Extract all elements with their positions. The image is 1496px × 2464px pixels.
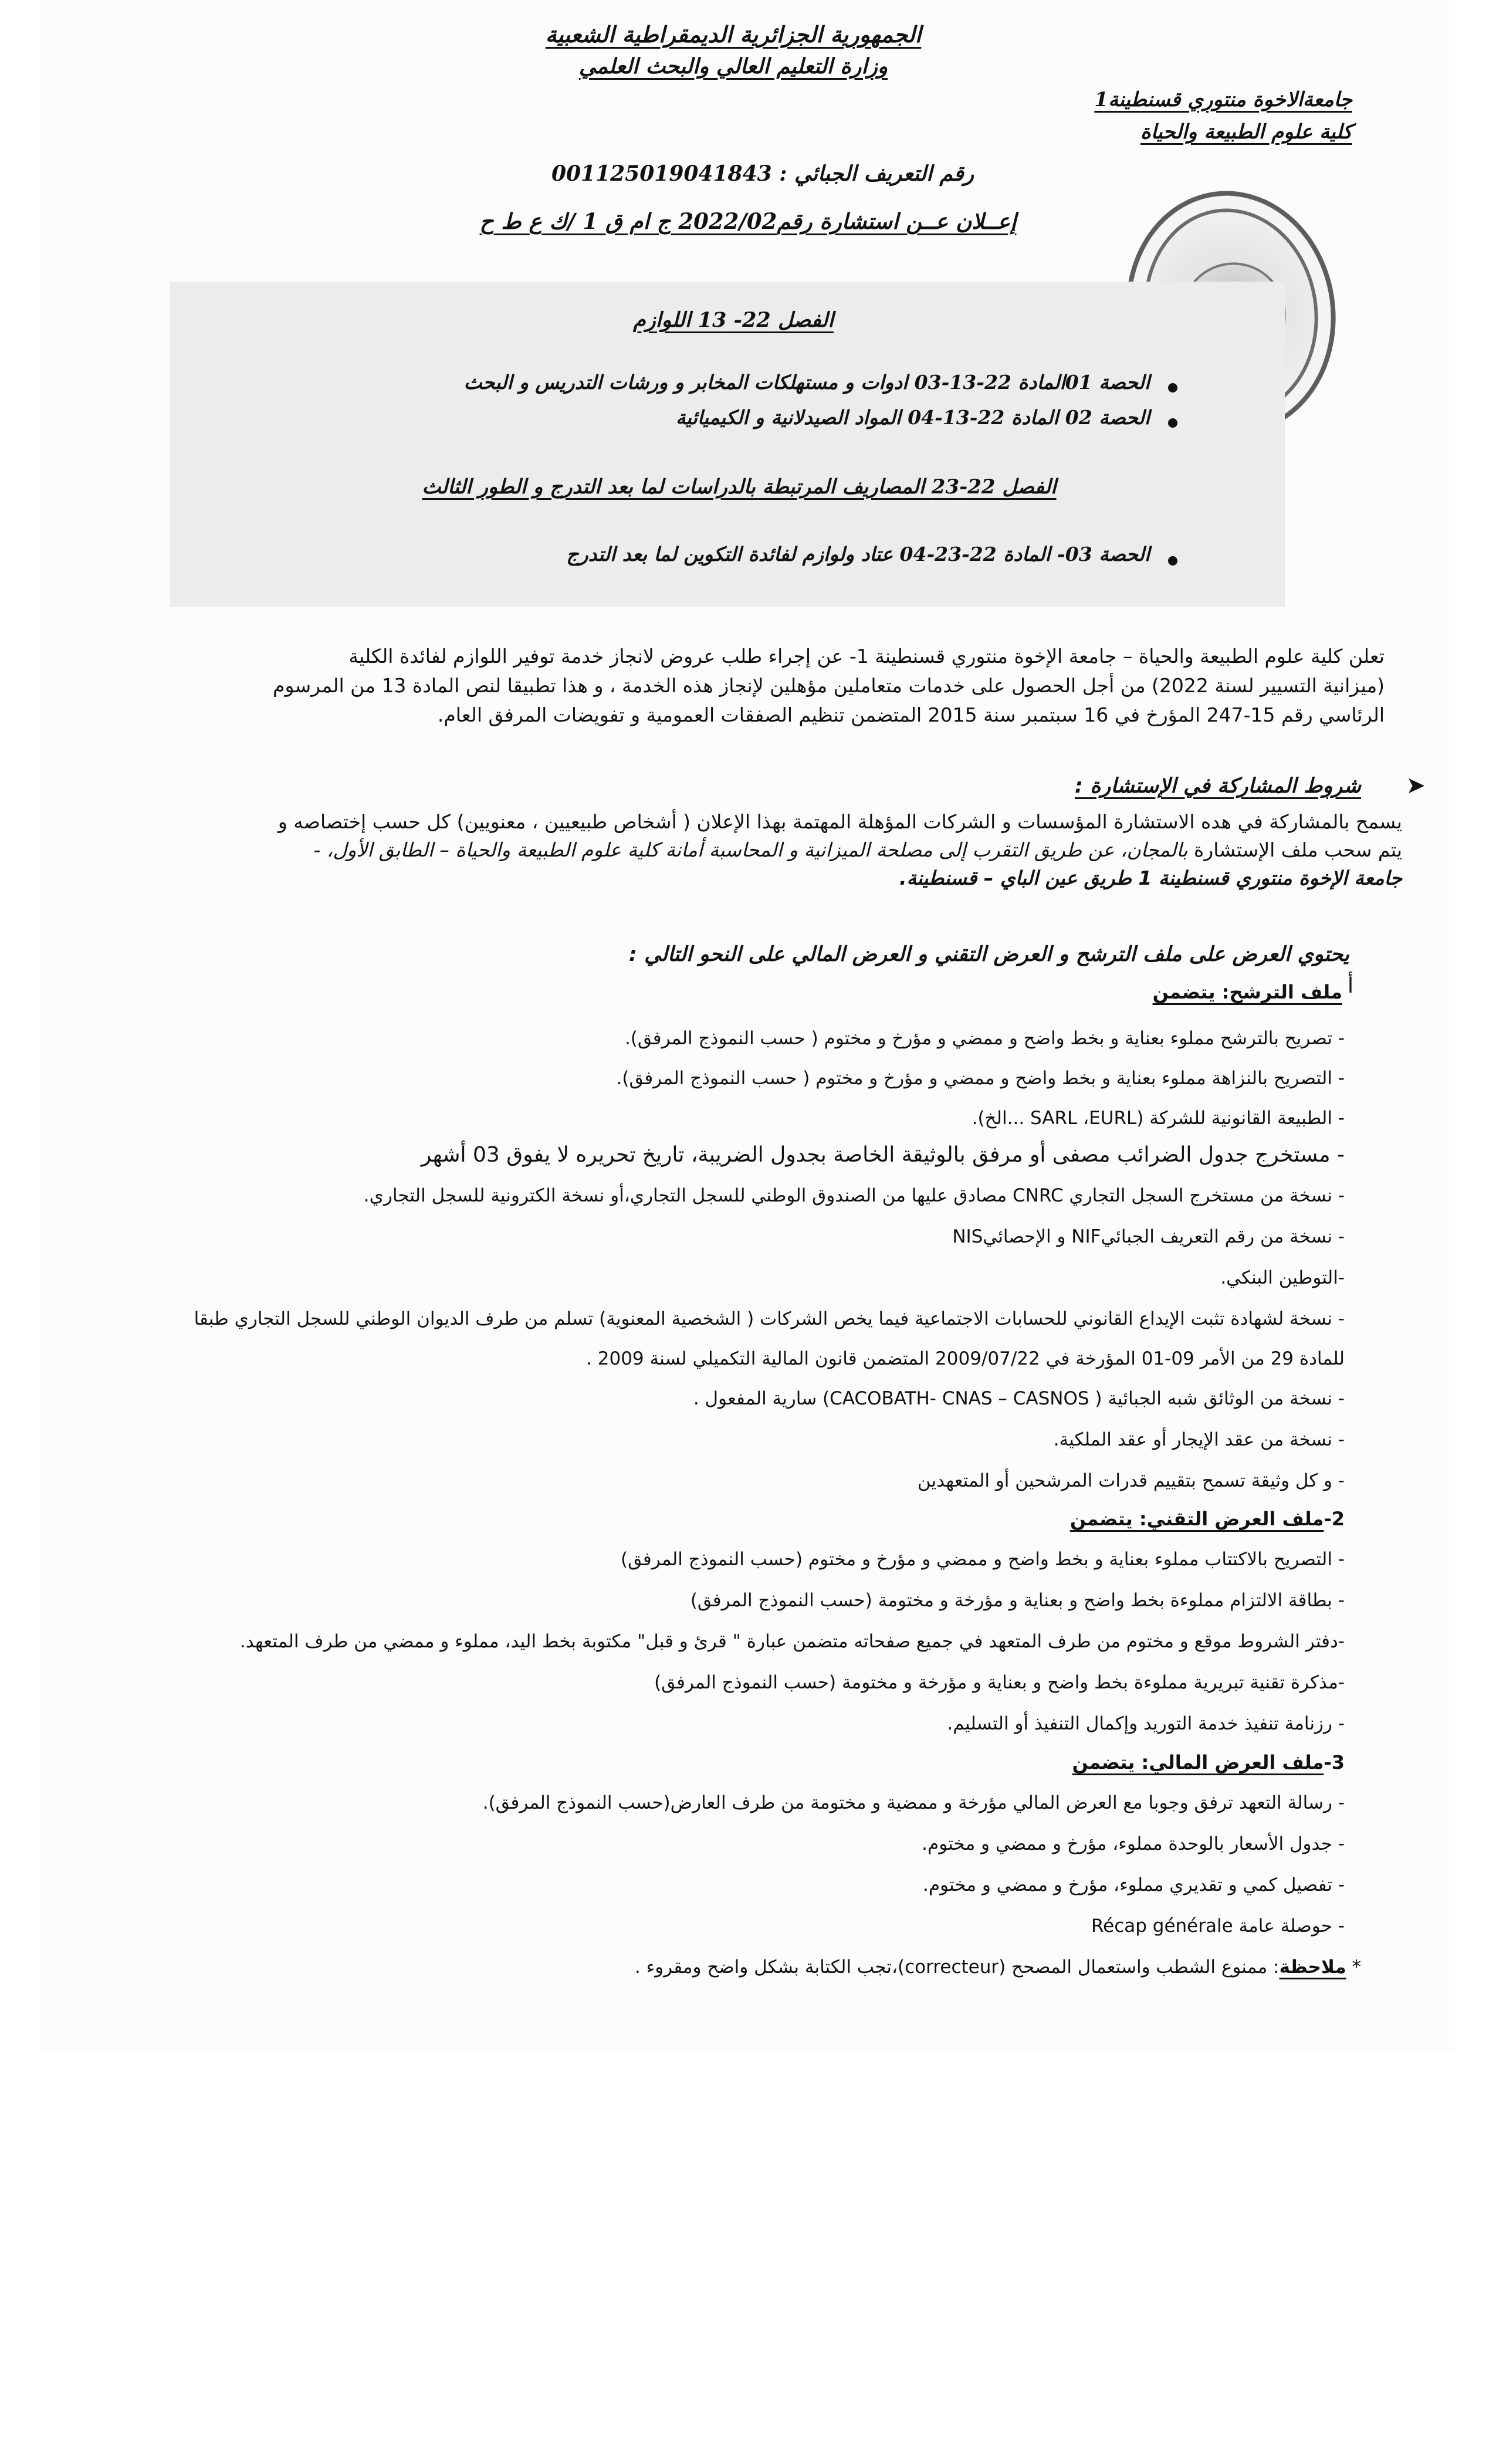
technical-item: -دفتر الشروط موقع و مختوم من طرف المتعهد في جميع صفحاته متضمن عبارة " قرئ و قبل" مكتوبة بخط اليد، مملوء و ممضي من طرف المتعهد.: [239, 1631, 1345, 1652]
chapter-postgraduate: الفصل 22-23 المصاريف المرتبطة بالدراسات لما بعد التدرج و الطور الثالث: [422, 475, 1057, 499]
technical-item: - بطاقة الالتزام مملوءة بخط واضح و بعناية و مؤرخة و مختومة (حسب النموذج المرفق): [690, 1590, 1345, 1611]
ministry-title: وزارة التعليم العالي والبحث العلمي: [578, 54, 888, 79]
arrow-bullet-icon: ➤: [1406, 772, 1426, 799]
financial-item: - حوصلة عامة Récap générale: [1091, 1915, 1345, 1937]
chapter-supplies: الفصل 22- 13 اللوازم: [633, 308, 834, 332]
financial-heading: 3-ملف العرض المالي: يتضمن: [1072, 1751, 1345, 1773]
candidacy-item: - تصريح بالترشح مملوء بعناية و بخط واضح و ممضي و مؤرخ و مختوم ( حسب النموذج المرفق).: [624, 1028, 1345, 1049]
technical-heading: 2-ملف العرض التقني: يتضمن: [1069, 1508, 1345, 1530]
candidacy-heading: ملف الترشح: يتضمن: [1152, 981, 1342, 1003]
republic-title: الجمهورية الجزائرية الديمقراطية الشعبية: [545, 21, 922, 48]
intro-line-2: (ميزانية التسيير لسنة 2022) من أجل الحصول على خدمات متعاملين مؤهلين لإنجاز هذه الخدمة ، و هذا تطبيقا لنص المادة 13 من المرسوم: [273, 674, 1385, 697]
candidacy-item: - نسخة من رقم التعريف الجبائيNIF و الإحصائيNIS: [952, 1226, 1345, 1247]
intro-line-3: الرئاسي رقم 15-247 المؤرخ في 16 سبتمبر سنة 2015 المتضمن تنظيم الصفقات العمومية و تفويضات المرفق العام.: [437, 703, 1385, 726]
candidacy-item: - نسخة لشهادة تثبت الإيداع القانوني للحسابات الاجتماعية فيما يخص الشركات ( الشخصية المعنوية) تسلم من طرف الديوان الوطني للسجل التجاري طبقا: [194, 1308, 1345, 1329]
bullet-icon: [1168, 556, 1177, 566]
candidacy-item: - نسخة من عقد الإيجار أو عقد الملكية.: [1053, 1429, 1345, 1450]
conditions-line-1: يسمح بالمشاركة في هده الاستشارة المؤسسات و الشركات المؤهلة المهتمة بهذا الإعلان ( أشخاص طبيعيين ، معنويين) كل حسب إختصاصه و: [277, 810, 1402, 833]
candidacy-item: - نسخة من الوثائق شبه الجبائية ( CACOBATH- CNAS – CASNOS) سارية المفعول .: [693, 1388, 1345, 1409]
candidacy-item: - مستخرج جدول الضرائب مصفى أو مرفق بالوثيقة الخاصة بجدول الضريبة، تاريخ تحريره لا يفوق 03 أشهر: [421, 1143, 1345, 1167]
conditions-line-3: جامعة الإخوة منتوري قسنطينة 1 طريق عين الباي – قسنطينة.: [899, 867, 1402, 889]
lot-2: الحصة 02 المادة 22-13-04 المواد الصيدلانية و الكيميائية: [675, 406, 1150, 429]
candidacy-item: - نسخة من مستخرج السجل التجاري CNRC مصادق عليها من الصندوق الوطني للسجل التجاري،أو نسخة الكترونية للسجل التجاري.: [363, 1185, 1345, 1206]
lot-1: الحصة 01المادة 22-13-03 ادوات و مستهلكات المخابر و ورشات التدريس و البحث: [463, 371, 1150, 394]
financial-item: - تفصيل كمي و تقديري مملوء، مؤرخ و ممضي و مختوم.: [922, 1874, 1345, 1896]
conditions-heading: شروط المشاركة في الإستشارة :: [1074, 774, 1361, 798]
intro-line-1: تعلن كلية علوم الطبيعة والحياة – جامعة الإخوة منتوري قسنطينة 1- عن إجراء طلب عروض لانجاز خدمة توفير اللوازم لفائدة الكلية: [348, 645, 1385, 668]
financial-item: - رسالة التعهد ترفق وجوبا مع العرض المالي مؤرخة و ممضية و مختومة من طرف العارض(حسب النموذج المرفق).: [482, 1792, 1345, 1813]
tax-id: رقم التعريف الجبائي : 001125019041843: [551, 161, 974, 186]
candidacy-item: للمادة 29 من الأمر 09-01 المؤرخة في 2009/07/22 المتضمن قانون المالية التكميلي لسنة 2009 .: [586, 1348, 1345, 1369]
candidacy-item: - الطبيعة القانونية للشركة (SARL ،EURL ...الخ).: [972, 1108, 1345, 1129]
announcement-title: إعــلان عــن استشارة رقم2022/02 ج ام ق 1 /ك ع ط ح: [479, 208, 1017, 234]
conditions-line-2: يتم سحب ملف الإستشارة بالمجان، عن طريق التقرب إلى مصلحة الميزانية و المحاسبة أمانة كلية علوم الطبيعة والحياة – الطابق الأول، -: [313, 838, 1402, 861]
candidacy-item: - و كل وثيقة تسمح بتقييم قدرات المرشحين أو المتعهدين: [917, 1470, 1345, 1491]
offer-contents-heading: يحتوي العرض على ملف الترشح و العرض التقني و العرض المالي على النحو التالي :: [628, 943, 1349, 966]
technical-item: - رزنامة تنفيذ خدمة التوريد وإكمال التنفيذ أو التسليم.: [947, 1713, 1345, 1734]
candidacy-item: -التوطين البنكي.: [1220, 1267, 1345, 1288]
lot-3: الحصة 03- المادة 22-23-04 عتاد ولوازم لفائدة التكوين لما بعد التدرج: [566, 543, 1150, 566]
section-a-marker: أ: [1347, 974, 1353, 998]
technical-item: -مذكرة تقنية تبريرية مملوءة بخط واضح و بعناية و مؤرخة و مختومة (حسب النموذج المرفق): [654, 1672, 1345, 1693]
bullet-icon: [1168, 383, 1177, 392]
faculty-name: كلية علوم الطبيعة والحياة: [1140, 120, 1352, 144]
candidacy-item: - التصريح بالنزاهة مملوء بعناية و بخط واضح و ممضي و مؤرخ و مختوم ( حسب النموذج المرفق).: [616, 1068, 1345, 1089]
financial-item: - جدول الأسعار بالوحدة مملوء، مؤرخ و ممضي و مختوم.: [922, 1833, 1345, 1854]
bullet-icon: [1168, 418, 1177, 428]
note-label: ملاحظة: [1279, 1957, 1346, 1978]
technical-item: - التصريح بالاكتتاب مملوء بعناية و بخط واضح و ممضي و مؤرخ و مختوم (حسب النموذج المرفق): [620, 1549, 1345, 1570]
university-name: جامعةالاخوة منتوري قسنطينة1: [1094, 88, 1352, 111]
note: * ملاحظة: ممنوع الشطب واستعمال المصحح (correcteur)،تجب الكتابة بشكل واضح ومقروء .: [634, 1957, 1361, 1978]
